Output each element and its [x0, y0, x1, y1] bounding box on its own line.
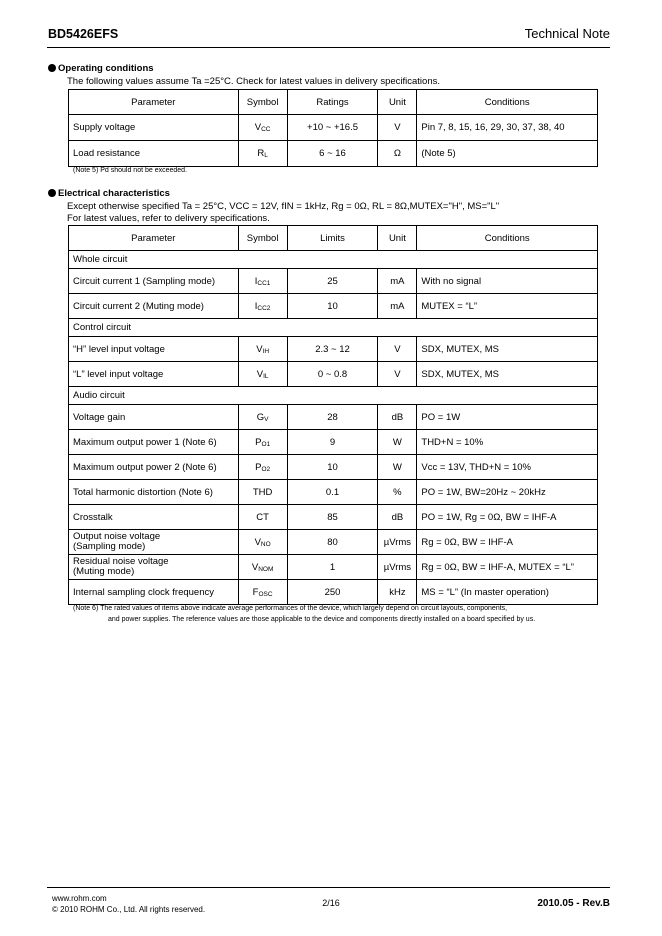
footer-copyright: © 2010 ROHM Co., Ltd. All rights reserved. — [52, 905, 206, 914]
table-cell: 250 — [287, 580, 378, 605]
table-cell: $V_{IH}$ — [238, 337, 287, 362]
col-unit: Unit — [378, 90, 417, 115]
col-limits: Limits — [287, 226, 378, 251]
document-type: Technical Note — [524, 26, 610, 41]
table-cell: Total harmonic distortion (Note 6) — [69, 480, 239, 505]
operating-section-title: Operating conditions — [48, 63, 154, 74]
header-divider — [47, 47, 610, 48]
table-cell: $I_{CC2}$ — [238, 294, 287, 319]
table-cell: 28 — [287, 405, 378, 430]
table-cell: $V_{NOM}$ — [238, 555, 287, 580]
table-cell: Circuit current 1 (Sampling mode) — [69, 269, 239, 294]
table-row — [69, 141, 598, 167]
table-cell: Control circuit — [69, 319, 598, 337]
table-cell: 9 — [287, 430, 378, 455]
table-row — [69, 530, 598, 555]
electrical-subtitle: For latest values, refer to delivery specifications. — [67, 213, 270, 224]
table-cell: THD — [238, 480, 287, 505]
table-cell: CT — [238, 505, 287, 530]
table-cell: $V_{NO}$ — [238, 530, 287, 555]
table-header-row — [69, 90, 598, 115]
revision-label: 2010.05 - Rev.B — [537, 898, 610, 909]
table-cell: W — [378, 430, 417, 455]
col-conditions: Conditions — [417, 226, 598, 251]
table-cell: “H” level input voltage — [69, 337, 239, 362]
table-cell: THD+N = 10% — [417, 430, 598, 455]
operating-subtitle: The following values assume Ta =25°C. Check for latest values in delivery specifications. — [67, 76, 440, 87]
col-symbol: Symbol — [238, 90, 287, 115]
table-cell: PO = 1W — [417, 405, 598, 430]
bullet-icon — [48, 64, 56, 72]
table-row — [69, 405, 598, 430]
table-cell: kHz — [378, 580, 417, 605]
note-6-line1: (Note 6) The rated values of items above indicate average performances of the device, which largely depend on circuit layouts, components, — [73, 605, 508, 612]
note-5: (Note 5) Pd should not be exceeded. — [73, 167, 188, 174]
table-cell: $P_{O1}$ — [238, 430, 287, 455]
table-row — [69, 269, 598, 294]
col-ratings: Ratings — [287, 90, 378, 115]
table-cell: $V_{CC}$ — [238, 115, 287, 141]
table-cell: 2.3 ~ 12 — [287, 337, 378, 362]
table-cell: $P_{O2}$ — [238, 455, 287, 480]
table-header-row — [69, 226, 598, 251]
table-cell: Whole circuit — [69, 251, 598, 269]
table-row — [69, 555, 598, 580]
table-cell: MS = “L” (In master operation) — [417, 580, 598, 605]
table-cell: V — [378, 115, 417, 141]
table-cell: Rg = 0Ω, BW = IHF-A, MUTEX = “L” — [417, 555, 598, 580]
table-cell: Load resistance — [69, 141, 239, 167]
table-cell: PO = 1W, Rg = 0Ω, BW = IHF-A — [417, 505, 598, 530]
table-cell: Vcc = 13V, THD+N = 10% — [417, 455, 598, 480]
table-cell: MUTEX = “L” — [417, 294, 598, 319]
table-cell: +10 ~ +16.5 — [287, 115, 378, 141]
table-row — [69, 115, 598, 141]
table-cell: Internal sampling clock frequency — [69, 580, 239, 605]
table-cell: $R_L$ — [238, 141, 287, 167]
table-cell: µVrms — [378, 555, 417, 580]
table-row — [69, 337, 598, 362]
group-row-control-circuit — [69, 319, 598, 337]
footer-url[interactable]: www.rohm.com — [52, 894, 107, 903]
table-cell: mA — [378, 269, 417, 294]
table-row — [69, 480, 598, 505]
group-row-whole-circuit — [69, 251, 598, 269]
bullet-icon — [48, 189, 56, 197]
table-cell: 1 — [287, 555, 378, 580]
table-cell: $F_{OSC}$ — [238, 580, 287, 605]
table-cell: 85 — [287, 505, 378, 530]
col-symbol: Symbol — [238, 226, 287, 251]
table-row — [69, 455, 598, 480]
table-row — [69, 580, 598, 605]
table-cell: With no signal — [417, 269, 598, 294]
table-cell: $V_{IL}$ — [238, 362, 287, 387]
table-cell: 80 — [287, 530, 378, 555]
table-cell: Maximum output power 1 (Note 6) — [69, 430, 239, 455]
table-cell: dB — [378, 405, 417, 430]
electrical-section-title: Electrical characteristics — [48, 188, 170, 199]
table-row — [69, 430, 598, 455]
page-number: 2/16 — [322, 898, 340, 908]
col-conditions: Conditions — [417, 90, 598, 115]
table-cell: Pin 7, 8, 15, 16, 29, 30, 37, 38, 40 — [417, 115, 598, 141]
table-row — [69, 505, 598, 530]
table-cell: Crosstalk — [69, 505, 239, 530]
group-row-audio-circuit — [69, 387, 598, 405]
operating-table — [68, 89, 598, 167]
document-model: BD5426EFS — [48, 27, 119, 41]
table-cell: Audio circuit — [69, 387, 598, 405]
table-cell: 0 ~ 0.8 — [287, 362, 378, 387]
table-cell: (Note 5) — [417, 141, 598, 167]
table-cell: Rg = 0Ω, BW = IHF-A — [417, 530, 598, 555]
table-cell: SDX, MUTEX, MS — [417, 337, 598, 362]
table-row — [69, 362, 598, 387]
table-cell: 10 — [287, 294, 378, 319]
table-cell: Residual noise voltage (Muting mode) — [69, 555, 239, 580]
table-cell: 10 — [287, 455, 378, 480]
table-cell: $G_V$ — [238, 405, 287, 430]
table-cell: Circuit current 2 (Muting mode) — [69, 294, 239, 319]
table-cell: 0.1 — [287, 480, 378, 505]
table-cell: Ω — [378, 141, 417, 167]
table-row — [69, 294, 598, 319]
table-cell: V — [378, 362, 417, 387]
table-cell: dB — [378, 505, 417, 530]
table-cell: “L” level input voltage — [69, 362, 239, 387]
table-cell: W — [378, 455, 417, 480]
table-cell: 25 — [287, 269, 378, 294]
table-cell: SDX, MUTEX, MS — [417, 362, 598, 387]
col-parameter: Parameter — [69, 90, 239, 115]
electrical-table — [68, 225, 598, 605]
note-6-line2: and power supplies. The reference values are those applicable to the device and components directly installed on a board specified by us. — [108, 616, 536, 623]
table-cell: Output noise voltage (Sampling mode) — [69, 530, 239, 555]
table-cell: PO = 1W, BW=20Hz ~ 20kHz — [417, 480, 598, 505]
table-cell: $I_{CC1}$ — [238, 269, 287, 294]
table-cell: 6 ~ 16 — [287, 141, 378, 167]
table-cell: mA — [378, 294, 417, 319]
table-cell: % — [378, 480, 417, 505]
table-cell: Voltage gain — [69, 405, 239, 430]
table-cell: µVrms — [378, 530, 417, 555]
table-cell: V — [378, 337, 417, 362]
table-cell: Maximum output power 2 (Note 6) — [69, 455, 239, 480]
table-cell: Supply voltage — [69, 115, 239, 141]
col-unit: Unit — [378, 226, 417, 251]
footer-divider — [47, 887, 610, 888]
electrical-conditions: Except otherwise specified Ta = 25°C, VCC = 12V, fIN = 1kHz, Rg = 0Ω, RL = 8Ω,MUTEX="H", MS="L" — [67, 201, 500, 212]
col-parameter: Parameter — [69, 226, 239, 251]
